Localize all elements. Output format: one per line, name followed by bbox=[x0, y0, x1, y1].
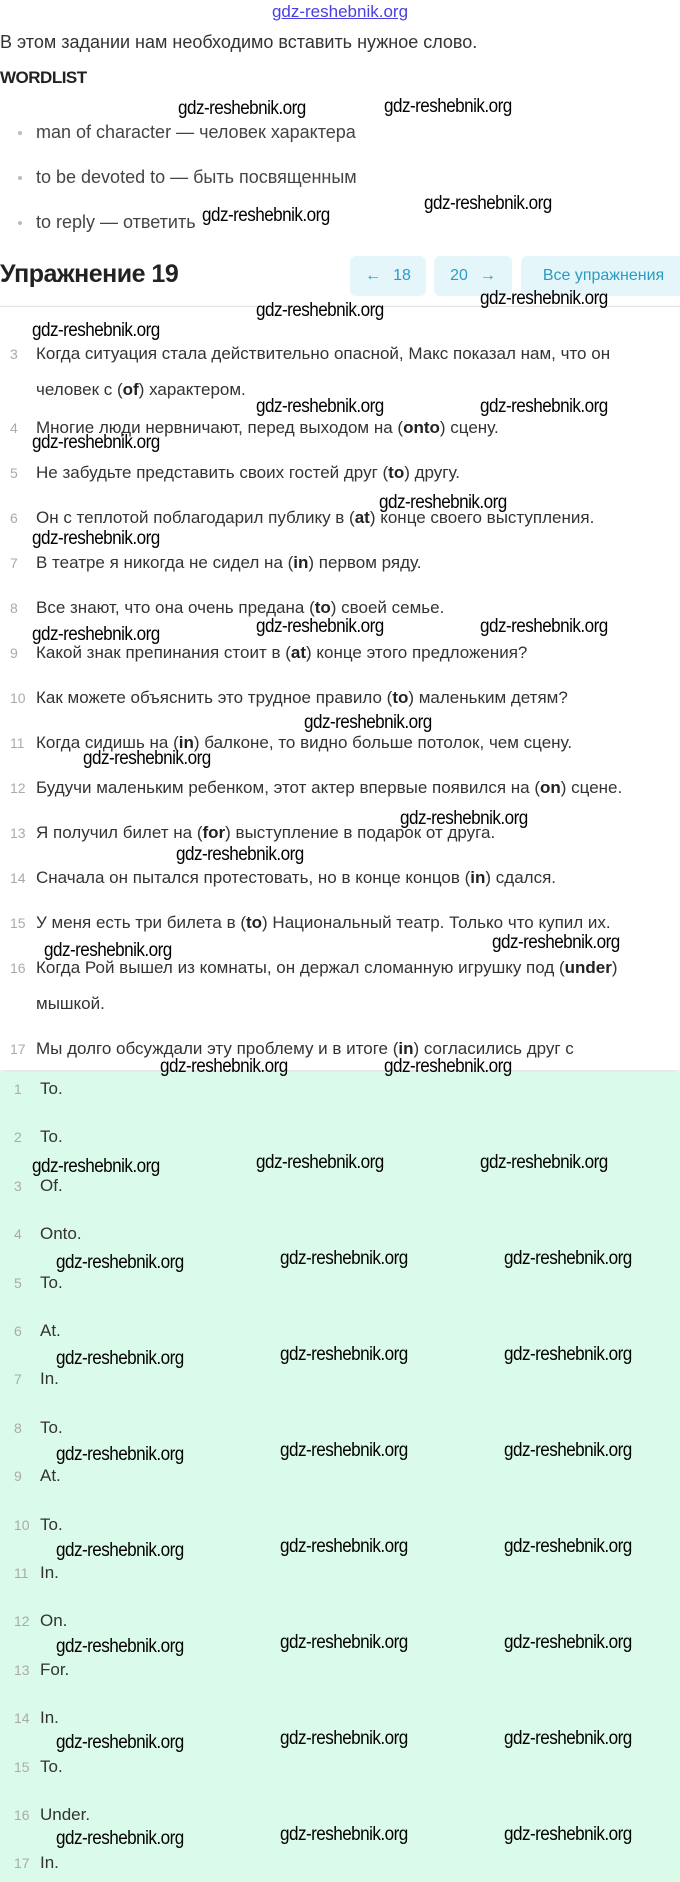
prev-label: 18 bbox=[393, 267, 411, 284]
watermark: gdz-reshebnik.org bbox=[480, 616, 608, 637]
question-number: 11 bbox=[10, 735, 25, 751]
wordlist-item bbox=[18, 212, 196, 233]
answer-word: in bbox=[293, 553, 309, 572]
watermark: gdz-reshebnik.org bbox=[384, 96, 512, 117]
answer-number: 7 bbox=[14, 1371, 22, 1388]
question-text: ) конце своего выступления. bbox=[369, 508, 595, 527]
question-text: ) выступление в подарок от друга. bbox=[225, 823, 496, 842]
answer-text: At. bbox=[40, 1466, 61, 1486]
question-text: Мы долго обсуждали эту проблему и в итоге ( bbox=[36, 1039, 399, 1058]
watermark: gdz-reshebnik.org bbox=[32, 528, 160, 549]
answer-number: 3 bbox=[14, 1177, 22, 1194]
watermark: gdz-reshebnik.org bbox=[280, 1824, 408, 1845]
arrow-left-icon: ← bbox=[365, 267, 382, 284]
answer-word: in bbox=[398, 1039, 414, 1058]
answer-text: To. bbox=[40, 1127, 63, 1147]
answer-word: to bbox=[392, 688, 409, 707]
watermark: gdz-reshebnik.org bbox=[280, 1344, 408, 1365]
question-item bbox=[10, 455, 460, 491]
answer-text: Under. bbox=[40, 1805, 91, 1824]
answer-word: in bbox=[178, 733, 194, 752]
question-text: Сначала он пытался протестовать, но в конце концов ( bbox=[36, 868, 471, 887]
watermark: gdz-reshebnik.org bbox=[280, 1248, 408, 1269]
answer-number: 17 bbox=[14, 1855, 30, 1872]
question-number: 5 bbox=[10, 465, 18, 481]
bullet-icon bbox=[18, 176, 22, 180]
watermark: gdz-reshebnik.org bbox=[504, 1440, 632, 1461]
question-text: Когда сидишь на ( bbox=[36, 733, 179, 752]
answer-item bbox=[14, 1660, 69, 1680]
question-text: ) bbox=[611, 958, 618, 977]
answer-item bbox=[14, 1273, 63, 1293]
watermark: gdz-reshebnik.org bbox=[492, 932, 620, 953]
answer-item bbox=[14, 1369, 59, 1389]
wordlist-item-text: to be devoted to — быть посвященным bbox=[36, 167, 357, 187]
watermark: gdz-reshebnik.org bbox=[56, 1540, 184, 1561]
answer-number: 16 bbox=[14, 1807, 30, 1823]
watermark: gdz-reshebnik.org bbox=[56, 1252, 184, 1273]
question-text: Будучи маленьким ребенком, этот актер впервые появился на ( bbox=[36, 778, 540, 797]
question-text: Все знают, что она очень предана ( bbox=[36, 598, 315, 617]
watermark: gdz-reshebnik.org bbox=[56, 1732, 184, 1753]
watermark: gdz-reshebnik.org bbox=[504, 1824, 632, 1845]
question-text: ) характером. bbox=[138, 380, 246, 399]
answer-number: 2 bbox=[14, 1129, 22, 1146]
watermark: gdz-reshebnik.org bbox=[256, 616, 384, 637]
answer-item bbox=[14, 1757, 63, 1777]
question-text: Как можете объяснить это трудное правило ( bbox=[36, 688, 393, 707]
answer-number: 5 bbox=[14, 1274, 22, 1291]
question-text: ) первом ряду. bbox=[308, 553, 422, 572]
question-text: Он с теплотой поблагодарил публику в ( bbox=[36, 508, 355, 527]
answer-item bbox=[14, 1466, 61, 1486]
answer-word: at bbox=[290, 643, 307, 662]
watermark: gdz-reshebnik.org bbox=[384, 1056, 512, 1077]
watermark: gdz-reshebnik.org bbox=[480, 1152, 608, 1173]
exercise-title: Упражнение 19 bbox=[0, 260, 179, 288]
answer-item bbox=[14, 1853, 59, 1873]
answer-word: to bbox=[246, 913, 263, 932]
question-item bbox=[10, 770, 622, 806]
question-text: Когда Рой вышел из комнаты, он держал сломанную игрушку под ( bbox=[36, 958, 565, 977]
question-number: 4 bbox=[10, 420, 18, 436]
watermark: gdz-reshebnik.org bbox=[32, 624, 160, 645]
question-number: 9 bbox=[10, 645, 18, 661]
answer-number: 13 bbox=[14, 1661, 30, 1678]
all-exercises-label: Все упражнения bbox=[542, 267, 665, 284]
answer-word: in bbox=[470, 868, 486, 887]
watermark: gdz-reshebnik.org bbox=[176, 844, 304, 865]
answer-item bbox=[14, 1563, 59, 1583]
question-text: Не забудьте представить своих гостей друг ( bbox=[36, 463, 389, 482]
answer-number: 10 bbox=[14, 1516, 30, 1533]
answer-text: In. bbox=[40, 1369, 59, 1389]
bullet-icon bbox=[18, 221, 22, 225]
watermark: gdz-reshebnik.org bbox=[44, 940, 172, 961]
question-text: ) сцену. bbox=[439, 418, 499, 437]
watermark: gdz-reshebnik.org bbox=[202, 205, 330, 226]
answer-item bbox=[14, 1224, 82, 1244]
question-text: ) своей семье. bbox=[330, 598, 445, 617]
watermark: gdz-reshebnik.org bbox=[304, 712, 432, 733]
answer-number: 11 bbox=[14, 1565, 29, 1581]
question-number: 15 bbox=[10, 915, 26, 931]
answer-word: onto bbox=[403, 418, 440, 437]
prev-exercise-button[interactable] bbox=[350, 256, 426, 296]
answer-text: At. bbox=[40, 1321, 61, 1340]
watermark: gdz-reshebnik.org bbox=[256, 396, 384, 417]
answer-item bbox=[14, 1418, 63, 1438]
answer-number: 9 bbox=[14, 1468, 22, 1485]
watermark: gdz-reshebnik.org bbox=[504, 1632, 632, 1653]
answer-item bbox=[14, 1176, 63, 1196]
watermark: gdz-reshebnik.org bbox=[480, 288, 608, 309]
watermark: gdz-reshebnik.org bbox=[32, 1156, 160, 1177]
answer-item bbox=[14, 1079, 63, 1099]
answer-item bbox=[14, 1321, 61, 1341]
answer-item bbox=[14, 1515, 63, 1535]
answer-word: at bbox=[354, 508, 370, 527]
question-number: 16 bbox=[10, 960, 26, 976]
watermark: gdz-reshebnik.org bbox=[280, 1536, 408, 1557]
watermark: gdz-reshebnik.org bbox=[256, 300, 384, 321]
question-number: 8 bbox=[10, 600, 18, 616]
wordlist-item-text: man of character — человек характера bbox=[36, 122, 356, 142]
question-number: 6 bbox=[10, 510, 18, 526]
wordlist-item bbox=[18, 167, 357, 188]
answer-text: In. bbox=[40, 1853, 59, 1873]
question-number: 7 bbox=[10, 555, 18, 571]
answer-number: 8 bbox=[14, 1419, 22, 1436]
intro-text: В этом задании нам необходимо вставить нужное слово. bbox=[0, 32, 478, 52]
watermark: gdz-reshebnik.org bbox=[32, 320, 160, 341]
watermark: gdz-reshebnik.org bbox=[256, 1152, 384, 1173]
answer-number: 1 bbox=[14, 1081, 22, 1097]
answer-word: of bbox=[122, 380, 139, 399]
wordlist-item-text: to reply — ответить bbox=[36, 212, 196, 232]
watermark: gdz-reshebnik.org bbox=[83, 748, 211, 769]
answer-number: 4 bbox=[14, 1226, 22, 1243]
question-text: Когда ситуация стала действительно опасной, Макс показал нам, что он bbox=[36, 344, 611, 363]
answer-word: for bbox=[202, 823, 226, 842]
question-number: 3 bbox=[10, 346, 18, 362]
question-text: ) согласились друг с bbox=[413, 1039, 574, 1058]
watermark: gdz-reshebnik.org bbox=[400, 808, 528, 829]
answer-number: 6 bbox=[14, 1323, 22, 1339]
watermark: gdz-reshebnik.org bbox=[480, 396, 608, 417]
watermark: gdz-reshebnik.org bbox=[504, 1248, 632, 1269]
answer-text: To. bbox=[40, 1079, 63, 1098]
answer-text: Of. bbox=[40, 1175, 63, 1195]
question-item bbox=[10, 545, 422, 581]
question-text: ) балконе, то видно больше потолок, чем сцену. bbox=[193, 733, 573, 752]
question-text: В театре я никогда не сидел на ( bbox=[36, 553, 294, 572]
watermark: gdz-reshebnik.org bbox=[280, 1440, 408, 1461]
answer-item bbox=[14, 1805, 90, 1825]
question-number: 12 bbox=[10, 780, 26, 796]
question-text: ) Национальный театр. Только что купил их. bbox=[262, 913, 611, 932]
answer-word: to bbox=[388, 463, 405, 482]
answer-number: 14 bbox=[14, 1710, 30, 1727]
answer-number: 12 bbox=[14, 1613, 30, 1630]
answer-word: under bbox=[564, 958, 612, 977]
question-text: Я получил билет на ( bbox=[36, 823, 203, 842]
answer-word: on bbox=[539, 778, 561, 797]
question-number: 17 bbox=[10, 1041, 26, 1057]
question-text: У меня есть три билета в ( bbox=[36, 913, 246, 932]
answers-panel bbox=[0, 1072, 680, 1882]
answer-text: For. bbox=[40, 1659, 70, 1679]
question-text: ) сдался. bbox=[485, 868, 557, 887]
watermark: gdz-reshebnik.org bbox=[504, 1536, 632, 1557]
watermark: gdz-reshebnik.org bbox=[56, 1636, 184, 1657]
question-number: 13 bbox=[10, 825, 26, 841]
watermark: gdz-reshebnik.org bbox=[56, 1444, 184, 1465]
question-text: Какой знак препинания стоит в ( bbox=[36, 643, 291, 662]
answer-text: To. bbox=[40, 1272, 63, 1292]
question-text: ) другу. bbox=[404, 463, 461, 482]
answer-number: 15 bbox=[14, 1758, 30, 1775]
answer-text: In. bbox=[40, 1708, 59, 1728]
question-item bbox=[10, 680, 568, 716]
question-text: Многие люди нервничают, перед выходом на ( bbox=[36, 418, 404, 437]
bullet-icon bbox=[18, 131, 22, 135]
watermark: gdz-reshebnik.org bbox=[32, 432, 160, 453]
answer-word: to bbox=[314, 598, 331, 617]
next-label: 20 bbox=[450, 267, 468, 284]
answer-text: Onto. bbox=[40, 1224, 82, 1244]
answer-item bbox=[14, 1611, 67, 1631]
question-number: 14 bbox=[10, 870, 26, 886]
watermark: gdz-reshebnik.org bbox=[280, 1632, 408, 1653]
question-text: мышкой. bbox=[36, 994, 105, 1013]
watermark: gdz-reshebnik.org bbox=[504, 1344, 632, 1365]
watermark: gdz-reshebnik.org bbox=[379, 492, 507, 513]
answer-item bbox=[14, 1708, 59, 1728]
answer-text: To. bbox=[40, 1417, 63, 1437]
watermark: gdz-reshebnik.org bbox=[56, 1348, 184, 1369]
wordlist-item bbox=[18, 122, 356, 143]
question-text: ) конце этого предложения? bbox=[306, 643, 528, 662]
answer-text: To. bbox=[40, 1756, 63, 1776]
question-text: ) сцене. bbox=[560, 778, 623, 797]
watermark: gdz-reshebnik.org bbox=[160, 1056, 288, 1077]
watermark-top[interactable]: gdz-reshebnik.org bbox=[271, 2, 409, 21]
answer-text: In. bbox=[40, 1563, 59, 1582]
question-number: 10 bbox=[10, 690, 26, 706]
watermark: gdz-reshebnik.org bbox=[504, 1728, 632, 1749]
wordlist-title: WORDLIST bbox=[0, 68, 87, 87]
watermark: gdz-reshebnik.org bbox=[56, 1828, 184, 1849]
question-text: ) маленьким детям? bbox=[408, 688, 568, 707]
watermark: gdz-reshebnik.org bbox=[280, 1728, 408, 1749]
arrow-right-icon: → bbox=[479, 267, 496, 284]
answer-text: To. bbox=[40, 1514, 63, 1534]
watermark: gdz-reshebnik.org bbox=[178, 98, 306, 119]
answer-item bbox=[14, 1127, 63, 1147]
question-text: человек с ( bbox=[36, 380, 123, 399]
answer-text: On. bbox=[40, 1611, 68, 1631]
watermark: gdz-reshebnik.org bbox=[424, 193, 552, 214]
